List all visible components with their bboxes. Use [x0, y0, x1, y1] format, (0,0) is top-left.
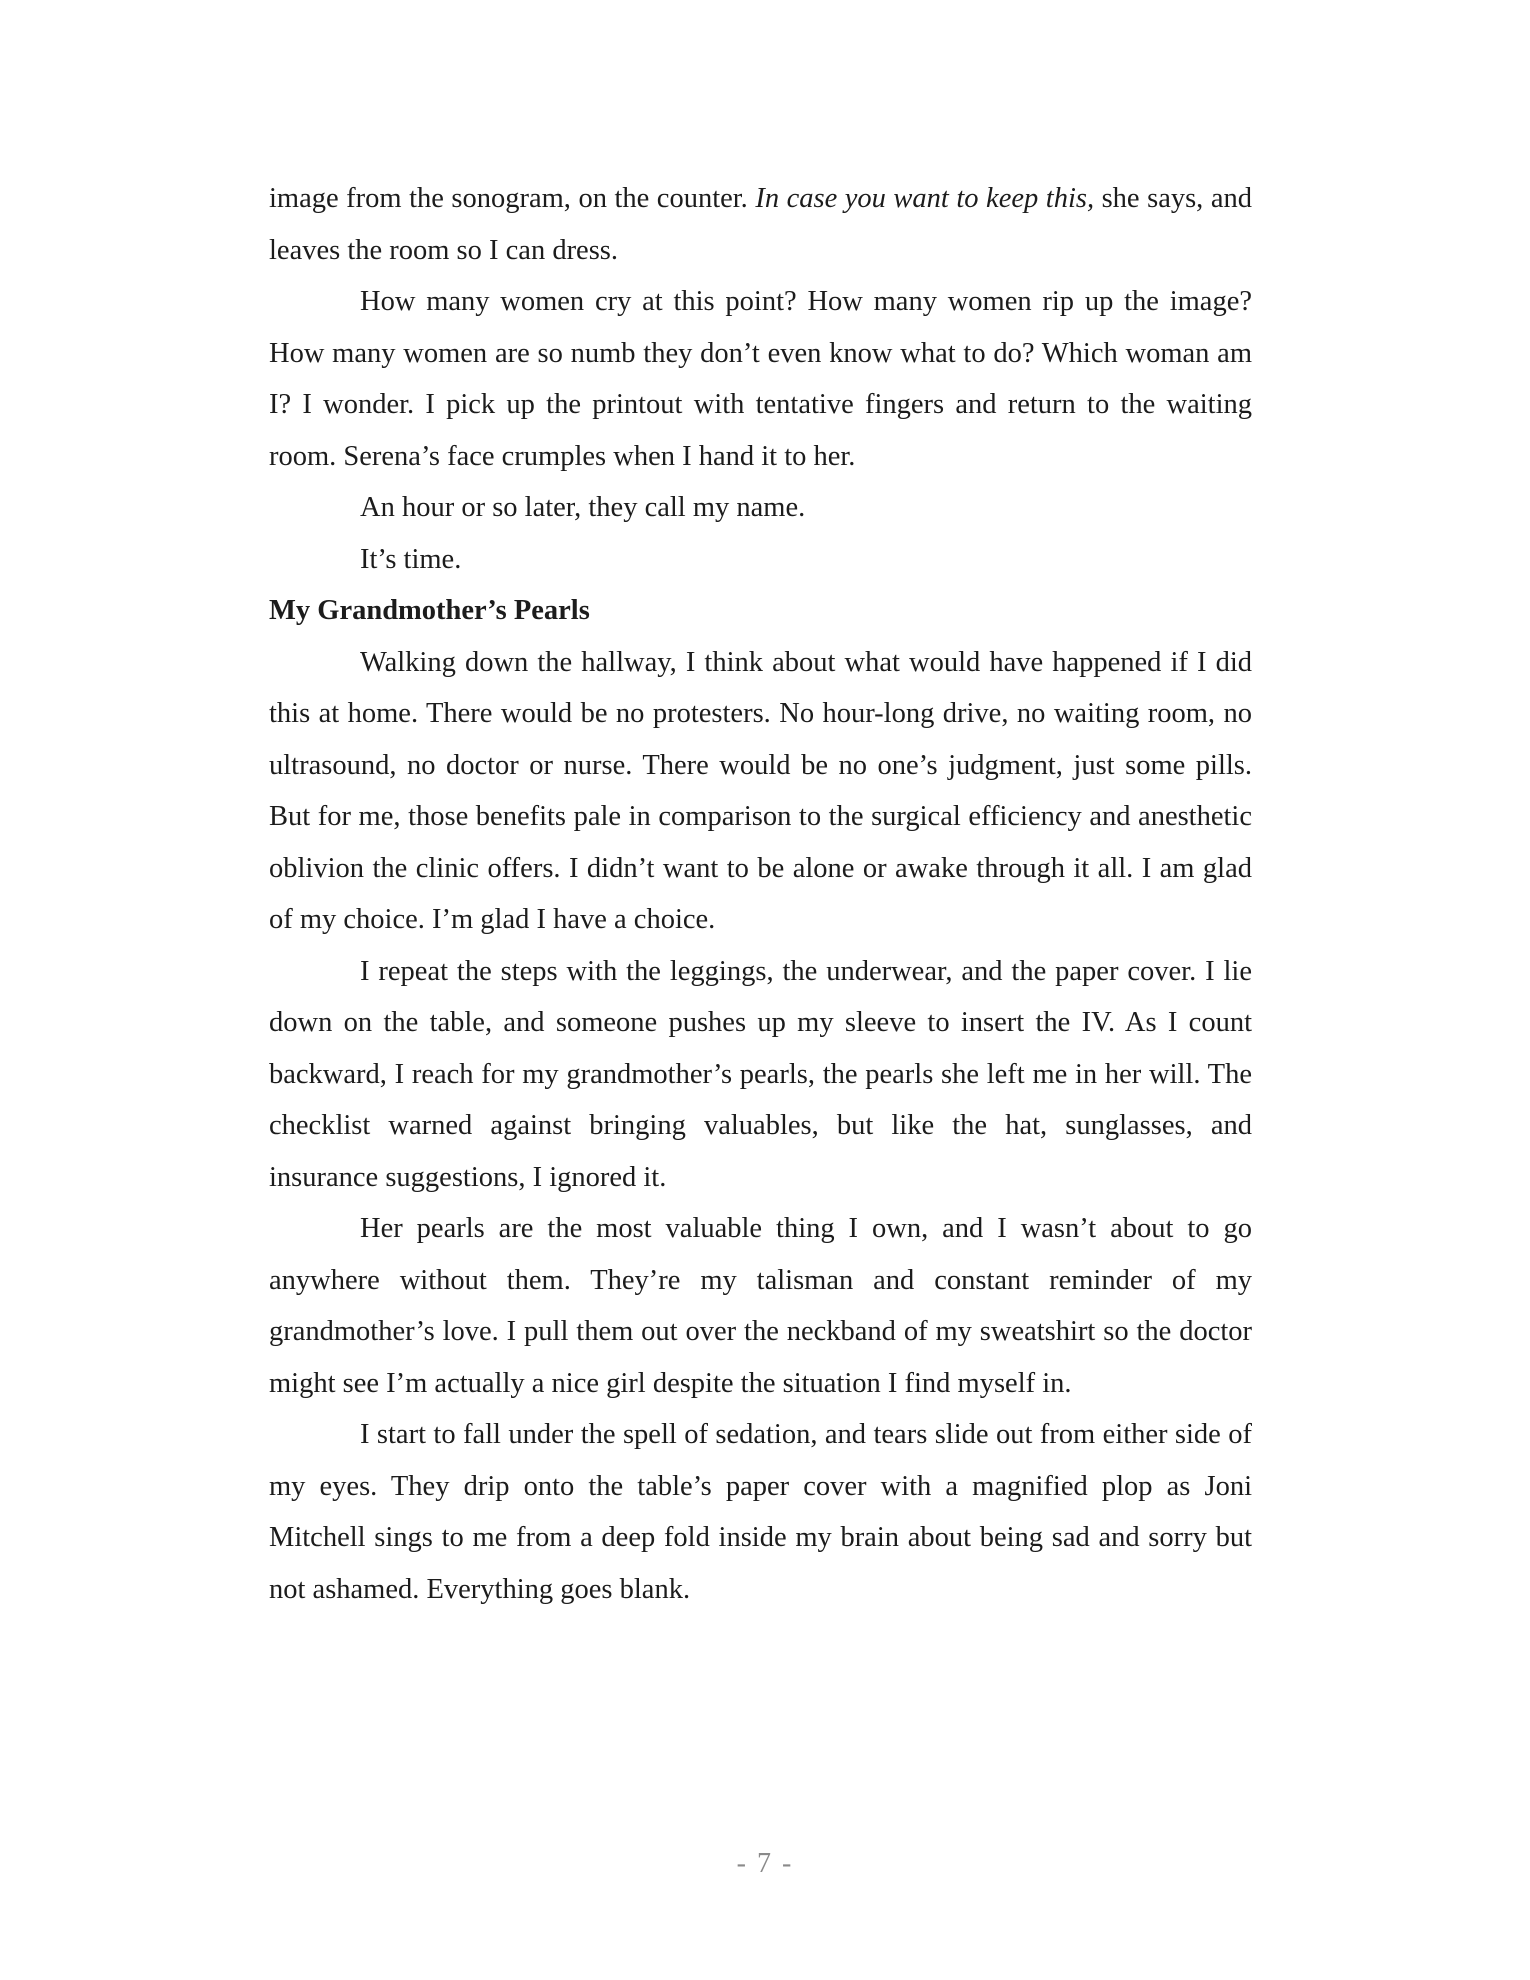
paragraph: Walking down the hallway, I think about what would have happened if I did this at home. There would be no protesters. No hour-long drive, no waiting room, no ultrasound, no doctor or nurse. There would be no one’s judgment, just some pills. But for me, those benefits pale in comparison to the surgical efficiency and anesthetic oblivion the clinic offers. I didn’t want to be alone or awake through it all. I am glad of my choice. I’m glad I have a choice.	[269, 646, 1252, 935]
paragraph-text: she says, and leaves the room so I can dress.	[269, 183, 1252, 266]
paragraph: It’s time.	[360, 543, 462, 575]
paragraph: An hour or so later, they call my name.	[360, 492, 806, 523]
paragraph-continued	[269, 173, 1252, 276]
paragraph: How many women cry at this point? How many women rip up the image? How many women are so numb they don’t even know what to do? Which woman am I? I wonder. I pick up the printout with tentative fingers and return to the waiting room. Serena’s face crumples when I hand it to her.	[269, 286, 1252, 472]
italic-quote: In case you want to keep this,	[755, 183, 1095, 214]
page-number: - 7 -	[736, 1848, 794, 1879]
paragraph: Her pearls are the most valuable thing I own, and I wasn’t about to go anywhere without them. They’re my talisman and constant reminder of my grandmother’s love. I pull them out over the neckband of my sweatshirt so the doctor might see I’m actually a nice girl despite the situation I find myself in.	[269, 1213, 1252, 1399]
paragraph: I start to fall under the spell of sedation, and tears slide out from either side of my eyes. They drip onto the table’s paper cover with a magnified plop as Joni Mitchell sings to me from a deep fold inside my brain about being sad and sorry but not ashamed. Everything goes blank.	[269, 1419, 1252, 1605]
section-heading: My Grandmother’s Pearls	[269, 595, 590, 626]
paragraph: I repeat the steps with the leggings, the underwear, and the paper cover. I lie down on the table, and someone pushes up my sleeve to insert the IV. As I count backward, I reach for my grandmother’s pearls, the pearls she left me in her will. The checklist warned against bringing valuables, but like the hat, sunglasses, and insurance suggestions, I ignored it.	[269, 955, 1252, 1193]
paragraph-text: image from the sonogram, on the counter.	[269, 183, 756, 214]
page-body	[269, 173, 1252, 1615]
